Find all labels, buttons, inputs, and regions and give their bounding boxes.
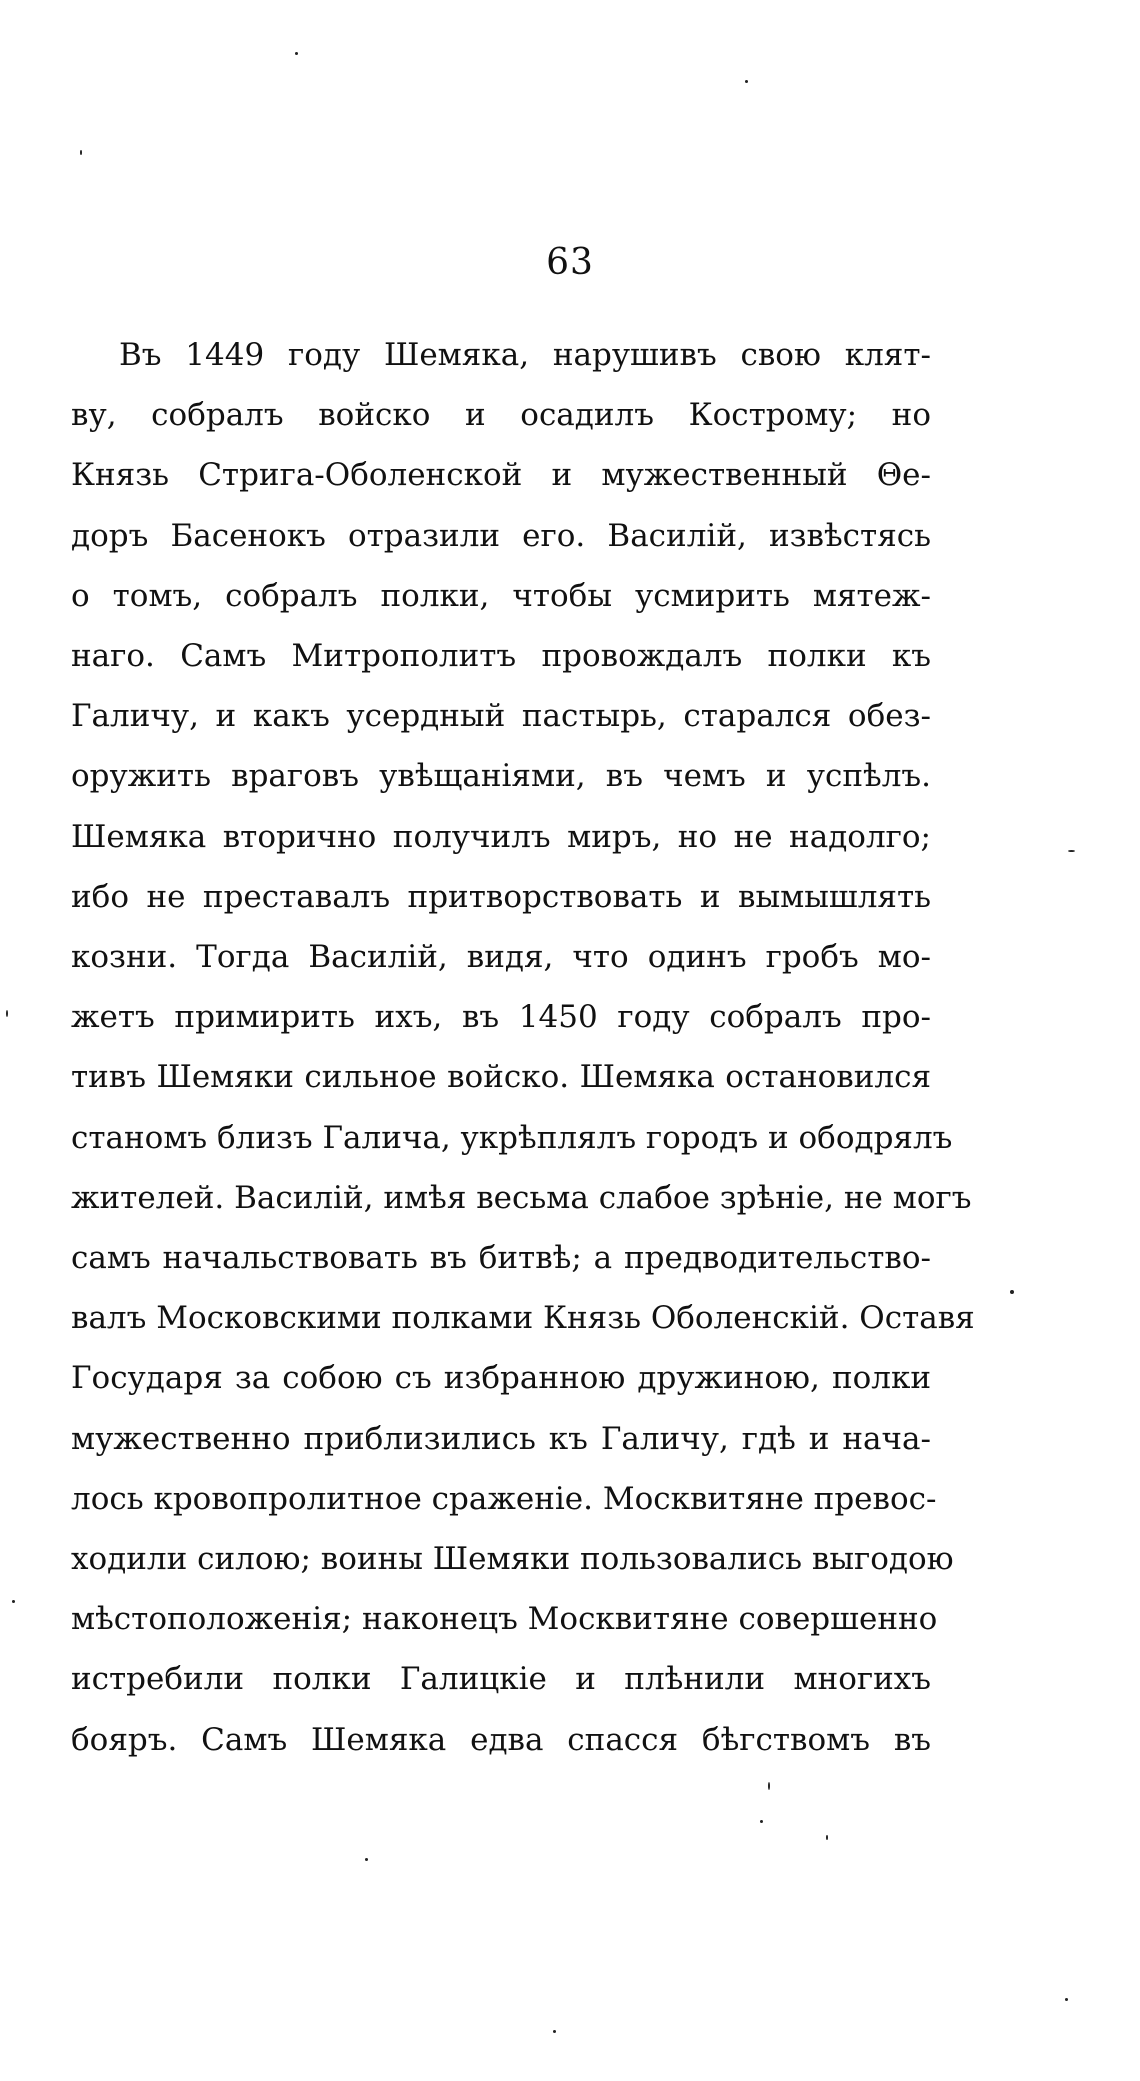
text-line: доръ Басенокъ отразили его. Василій, извѣстясь (71, 517, 931, 554)
scan-speck (295, 52, 298, 55)
scan-speck (745, 80, 748, 83)
scan-speck (553, 2030, 556, 2033)
scan-speck (760, 1820, 763, 1823)
scan-speck (1068, 850, 1075, 852)
scan-speck (6, 1010, 8, 1017)
text-line: истребили полки Галицкіе и плѣнили многихъ (71, 1661, 931, 1698)
text-line: станомъ близъ Галича, укрѣплялъ городъ и ободрялъ (71, 1119, 953, 1156)
scan-speck (768, 1782, 770, 1790)
text-line: Въ 1449 году Шемяка, нарушивъ свою клят- (119, 337, 931, 373)
text-line: мѣстоположенія; наконецъ Москвитяне совершенно (71, 1601, 938, 1638)
text-line: лось кровопролитное сраженіе. Москвитяне превос- (71, 1480, 937, 1517)
text-line: бояръ. Самъ Шемяка едва спасся бѣгствомъ въ (71, 1721, 931, 1758)
text-line: самъ начальствовать въ битвѣ; а предводительство- (71, 1240, 931, 1277)
text-line: козни. Тогда Василій, видя, что одинъ гробъ мо- (71, 939, 931, 976)
text-line: ходили силою; воины Шемяки пользовались выгодою (71, 1541, 954, 1578)
text-line: тивъ Шемяки сильное войско. Шемяка остановился (71, 1059, 931, 1096)
scan-speck (826, 1835, 828, 1840)
scan-speck (1065, 1998, 1068, 2001)
text-line: мужественно приблизились къ Галичу, гдѣ и нача- (71, 1420, 931, 1457)
text-line: Государя за собою съ избранною дружиною, полки (71, 1360, 931, 1397)
text-line: ибо не преставалъ притворствовать и вымышлять (71, 878, 931, 915)
text-line: наго. Самъ Митрополитъ провождалъ полки къ (71, 638, 931, 675)
text-line: Галичу, и какъ усердный пастырь, старался обез- (71, 698, 931, 735)
text-line: валъ Московскими полками Князь Оболенскій. Оставя (71, 1300, 975, 1337)
text-line: ву, собралъ войско и осадилъ Кострому; но (71, 397, 931, 434)
text-line: оружить враговъ увѣщаніями, въ чемъ и успѣлъ. (71, 758, 931, 795)
scan-speck (12, 1600, 15, 1603)
text-line: жетъ примирить ихъ, въ 1450 году собралъ про- (71, 999, 931, 1036)
text-line: Шемяка вторично получилъ миръ, но не надолго; (71, 818, 931, 855)
text-line: жителей. Василій, имѣя весьма слабое зрѣніе, не могъ (71, 1179, 972, 1216)
body-text (71, 325, 975, 1770)
page-number: 63 (546, 242, 594, 283)
scan-speck (365, 1858, 368, 1861)
text-line: Князь Стрига-Оболенской и мужественный Θе- (71, 457, 931, 494)
scan-speck (80, 150, 82, 155)
scan-speck (1010, 1290, 1014, 1294)
text-line: о томъ, собралъ полки, чтобы усмирить мятеж- (71, 577, 931, 614)
